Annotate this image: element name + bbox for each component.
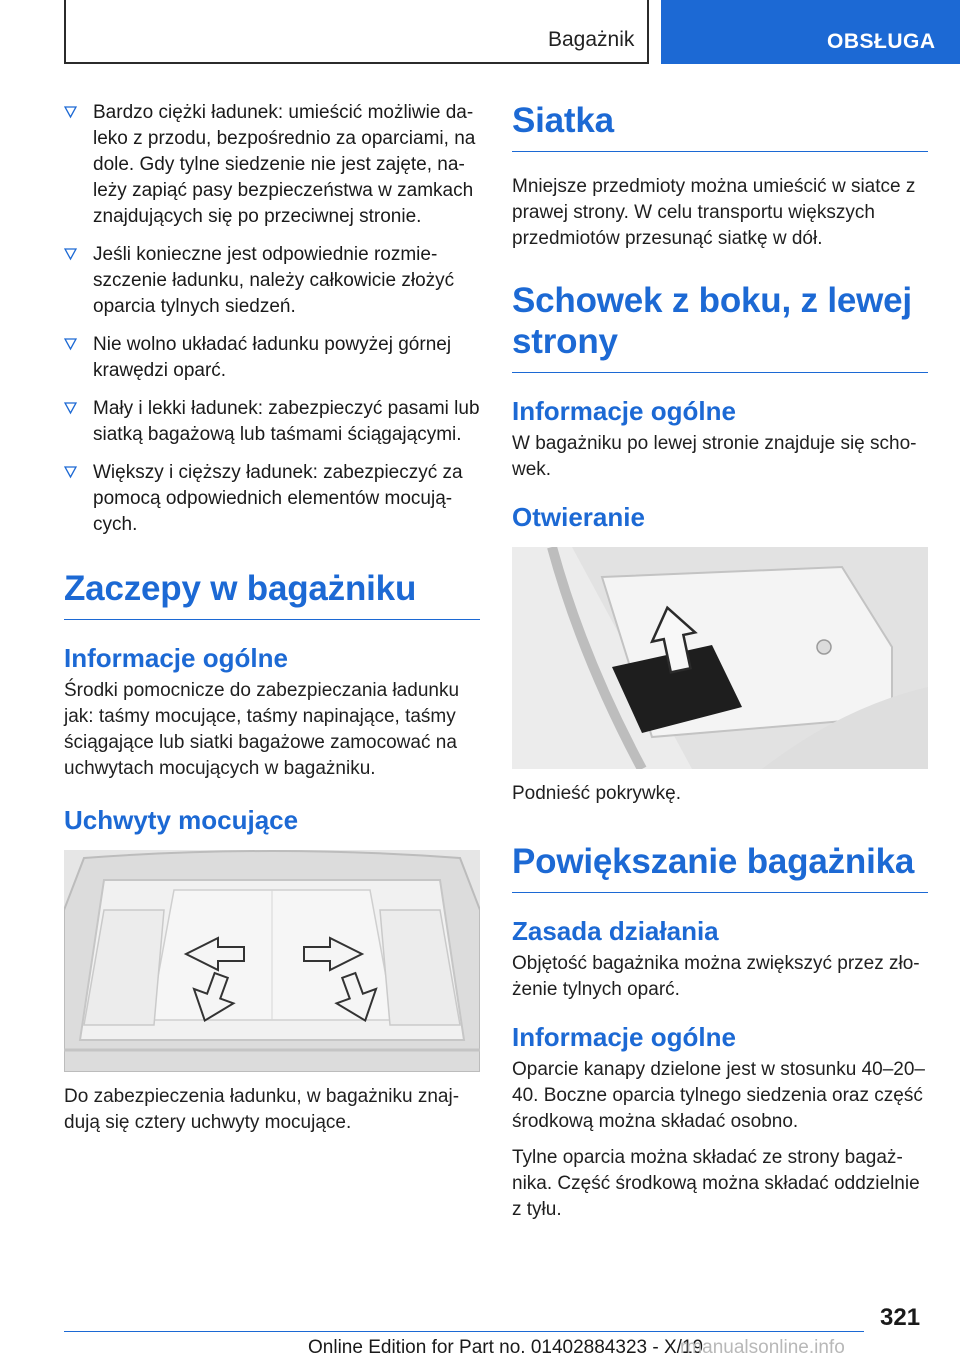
paragraph-storage-general: W bagażniku po lewej stronie znajduje się schowek. bbox=[512, 433, 917, 480]
list-item-text: Mały i lekki ładunek: zabezpieczyć pasami lub siatką bagażową lub taśmami ściągającymi. bbox=[93, 398, 480, 445]
list-item-text: Jeśli konieczne jest odpowiednie rozmieszczenie ładunku, należy całkowicie złożyć oparcia tylnych siedzeń. bbox=[93, 244, 455, 317]
triangle-bullet-icon bbox=[64, 106, 77, 119]
list-item bbox=[64, 460, 480, 538]
footer-rule bbox=[64, 1331, 864, 1332]
list-item-text: Większy i cięższy ładunek: zabezpieczyć za pomocą odpowiednich elementów mocujących. bbox=[93, 462, 463, 535]
bullet-list bbox=[64, 100, 480, 538]
paragraph-general: Środki pomocnicze do zabezpieczania ładunku jak: taśmy mocujące, taśmy napinające, taśmy ściągające lub siatki bagażowe zamocować na uchwytach mocujących w bagażniku. bbox=[64, 680, 460, 779]
footer-watermark: rmanualsonline.info bbox=[680, 1337, 845, 1358]
list-item bbox=[64, 100, 480, 230]
triangle-bullet-icon bbox=[64, 248, 77, 261]
paragraph-enlarge-general-1: Oparcie kanapy dzielone jest w stosunku 40–20–40. Boczne oparcia tylnego siedzenia oraz część środkową można składać osobno. bbox=[512, 1059, 925, 1132]
list-item bbox=[64, 242, 480, 320]
figure-caption-anchors: Do zabezpieczenia ładunku, w bagażniku znajdują się cztery uchwyty mocujące. bbox=[64, 1086, 460, 1133]
triangle-bullet-icon bbox=[64, 338, 77, 351]
paragraph-net: Mniejsze przedmioty można umieścić w siatce z prawej strony. W celu transportu większych przedmiotów przesunąć siatkę w dół. bbox=[512, 176, 916, 249]
triangle-bullet-icon bbox=[64, 466, 77, 479]
section-title-net: Siatka bbox=[512, 100, 928, 152]
triangle-bullet-icon bbox=[64, 402, 77, 415]
trunk-anchors-figure bbox=[64, 850, 480, 1072]
header-section-title: Bagażnik bbox=[548, 28, 635, 51]
list-item-text: Nie wolno układać ładunku powyżej górnej krawędzi oparć. bbox=[93, 334, 452, 381]
subsection-title-anchors: Uchwyty mocujące bbox=[64, 805, 299, 835]
storage-compartment-figure bbox=[512, 547, 928, 769]
list-item bbox=[64, 396, 480, 448]
paragraph-enlarge-general-2: Tylne oparcia można składać ze strony bagażnika. Część środkową można składać oddzielnie z tyłu. bbox=[512, 1147, 920, 1220]
page-number: 321 bbox=[880, 1304, 921, 1331]
left-column bbox=[64, 100, 480, 1146]
subsection-title-opening: Otwieranie bbox=[512, 502, 645, 532]
paragraph-principle: Objętość bagażnika można zwiększyć przez złożenie tylnych oparć. bbox=[512, 953, 920, 1000]
list-item-text: Bardzo ciężki ładunek: umieścić możliwie daleko z przodu, bezpośrednio za oparciami, na dole. Gdy tylne siedzenie nie jest zajęte, należy zapiąć pasy bezpieczeństwa w zamkach znajdujących się po przeciwnej stronie. bbox=[93, 102, 476, 227]
header-chapter-tab: OBSŁUGA bbox=[661, 0, 960, 64]
subsection-title-general: Informacje ogólne bbox=[64, 643, 288, 673]
list-item bbox=[64, 332, 480, 384]
trunk-floor-illustration bbox=[64, 850, 480, 1072]
right-column bbox=[512, 100, 928, 1233]
subsection-title-enlarge-general: Informacje ogólne bbox=[512, 1022, 736, 1052]
storage-compartment-illustration bbox=[512, 547, 928, 769]
section-title-tie-downs: Zaczepy w bagażniku bbox=[64, 568, 480, 620]
section-title-enlarge: Powiększanie bagażnika bbox=[512, 841, 928, 893]
subsection-title-principle: Zasada działania bbox=[512, 916, 719, 946]
footer-edition: Online Edition for Part no. 01402884323 - X/19 bbox=[308, 1337, 704, 1358]
subsection-title-storage-general: Informacje ogólne bbox=[512, 396, 736, 426]
section-title-storage: Schowek z boku, z lewej strony bbox=[512, 280, 928, 373]
figure-caption-opening: Podnieść pokrywkę. bbox=[512, 783, 681, 804]
